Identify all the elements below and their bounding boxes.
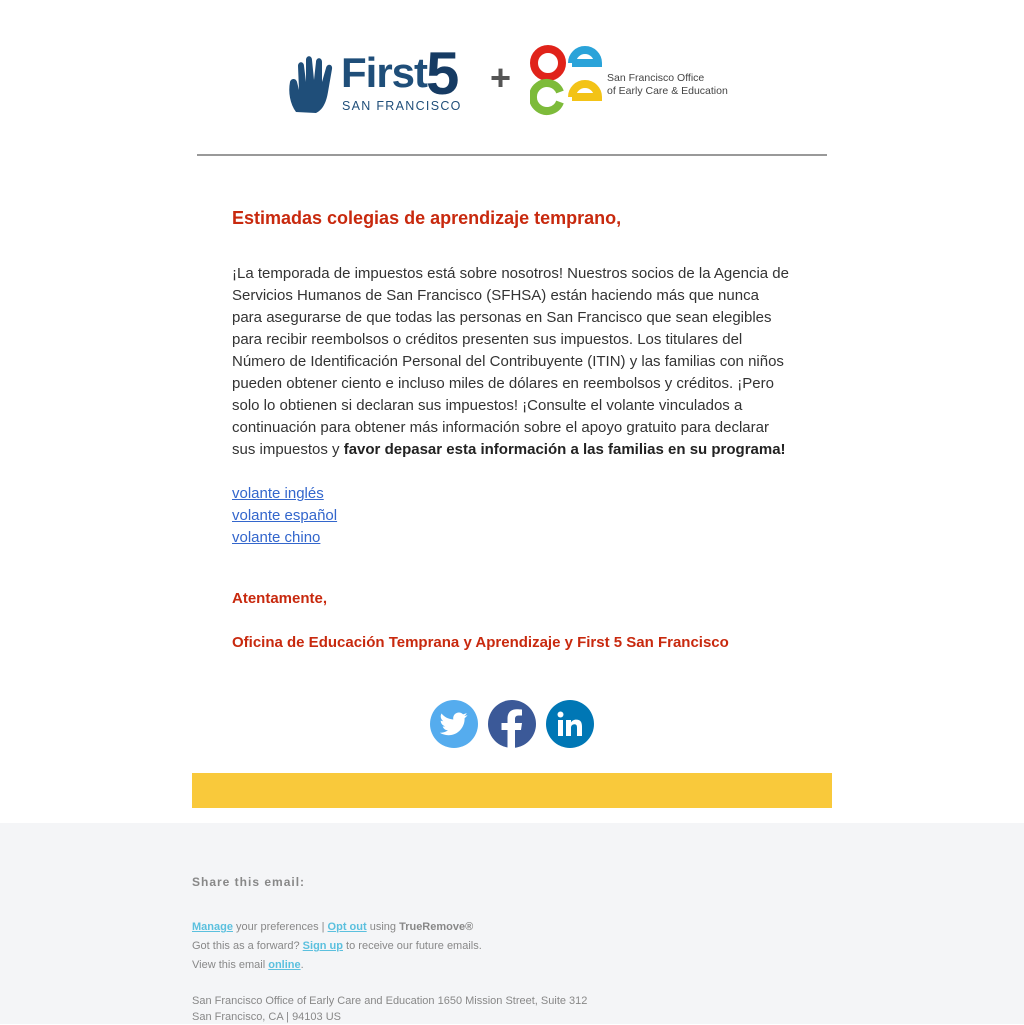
postal-address <box>192 993 587 1025</box>
opt-out-link[interactable]: Opt out <box>327 921 367 933</box>
address-line1: San Francisco Office of Early Care and Education 1650 Mission Street, Suite 312 <box>192 995 588 1007</box>
forward-row <box>192 937 482 956</box>
footer-links <box>192 918 482 975</box>
body-bold-text: favor depasar esta información a las familias en su programa! <box>343 441 786 458</box>
body-paragraph <box>232 263 792 461</box>
address-line2: San Francisco, CA | 94103 US <box>192 1011 341 1023</box>
view-online-row <box>192 956 482 975</box>
using-text: using <box>366 921 400 933</box>
social-links <box>430 700 594 748</box>
first5-word: First <box>341 49 428 96</box>
view-period: . <box>300 959 304 971</box>
signoff: Atentamente, <box>232 590 328 607</box>
manage-link[interactable]: Manage <box>192 921 233 933</box>
body-text: ¡La temporada de impuestos está sobre nosotros! Nuestros socios de la Agencia de Servicios Humanos de San Francisco (SFHSA) están haciendo más que nunca para asegurarse de que todas las personas en San Francisco que sean elegibles para recibir reembolsos o créditos presenten sus impuestos. Los titulares del Número de Identificación Personal del Contribuyente (ITIN) y las familias con niños pueden obtener ciento e incluso miles de dólares en reembolsos y créditos. ¡Pero solo lo obtienen si declaran sus impuestos! ¡Consulte el volante vinculados a continuación para obtener más información sobre el apoyo gratuito para declarar sus impuestos y <box>232 265 789 458</box>
online-link[interactable]: online <box>268 959 301 971</box>
oece-logo-text <box>607 72 747 98</box>
view-text: View this email <box>192 959 269 971</box>
share-label: Share this email: <box>192 875 306 889</box>
spanish-flyer-link[interactable]: volante español <box>232 507 338 524</box>
linkedin-link[interactable] <box>546 700 594 748</box>
twitter-icon <box>440 712 468 736</box>
email-header <box>0 0 1024 160</box>
signoff-block <box>232 588 792 654</box>
twitter-link[interactable] <box>430 700 478 748</box>
trueremove-brand: TrueRemove® <box>399 921 474 933</box>
first5-logo <box>288 40 478 116</box>
hand-icon <box>288 52 338 114</box>
oece-logo-mark <box>530 44 602 116</box>
forward-text: Got this as a forward? <box>192 940 303 952</box>
header-divider <box>197 154 827 156</box>
oece-line1: San Francisco Office <box>607 72 705 84</box>
preferences-text: your preferences | <box>232 921 328 933</box>
chinese-flyer-link[interactable]: volante chino <box>232 529 321 546</box>
plus-sign: + <box>490 57 512 98</box>
first5-number: 5 <box>426 40 460 107</box>
email-body <box>232 205 792 654</box>
preferences-row <box>192 918 482 937</box>
yellow-banner <box>192 773 832 808</box>
linkedin-icon <box>557 711 583 737</box>
facebook-icon <box>488 700 536 748</box>
facebook-link[interactable] <box>488 700 536 748</box>
sign-up-link[interactable]: Sign up <box>302 940 343 952</box>
flyer-links <box>232 483 792 549</box>
future-emails-text: to receive our future emails. <box>343 940 482 952</box>
first5-subtitle: SAN FRANCISCO <box>342 99 462 113</box>
oece-line2: of Early Care & Education <box>607 85 728 97</box>
email-footer <box>0 823 1024 1024</box>
signature: Oficina de Educación Temprana y Aprendizaje y First 5 San Francisco <box>232 634 729 651</box>
greeting-heading: Estimadas colegias de aprendizaje temprano, <box>232 208 622 228</box>
english-flyer-link[interactable]: volante inglés <box>232 485 324 502</box>
